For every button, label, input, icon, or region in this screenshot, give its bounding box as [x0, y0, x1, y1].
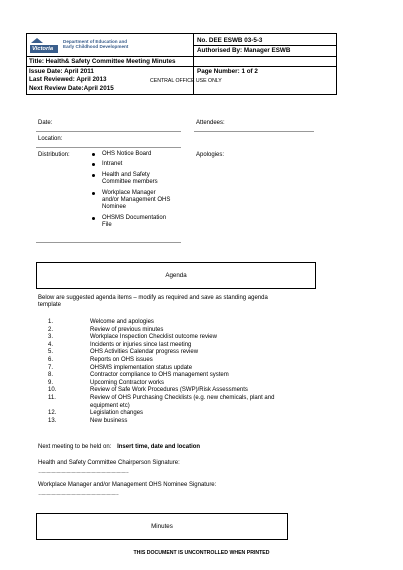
- document-header: [26, 33, 337, 95]
- agenda-intro: Below are suggested agenda items – modify as required and save as standing agenda template: [38, 295, 268, 309]
- department-name: [63, 39, 128, 50]
- distribution-rule: [36, 242, 181, 243]
- minutes-title: Minutes: [151, 523, 173, 530]
- list-item: 8. Contractor compliance to OHS management system: [48, 372, 229, 379]
- next-meeting-value: Insert time, date and location: [117, 444, 201, 450]
- list-item: 13. New business: [48, 417, 128, 424]
- doc-title: Title: Health& Safety Committee Meeting Minutes: [29, 58, 176, 65]
- distribution-label: Distribution:: [38, 152, 70, 158]
- list-item: 11. Review of OHS Purchasing Checklists (e.g. new chemicals, plant and equipment etc): [48, 394, 275, 409]
- list-item: OHS Notice Board: [92, 151, 192, 158]
- minutes-box: [36, 513, 288, 540]
- distribution-list: [92, 151, 192, 233]
- doc-number: No. DEE ESWB 03-5-3: [197, 37, 263, 44]
- header-rule: [27, 56, 336, 57]
- apologies-label: Apologies:: [196, 152, 225, 158]
- victoria-logo: [29, 37, 59, 55]
- date-label: Date:: [38, 120, 53, 126]
- agenda-list: [48, 319, 348, 425]
- agenda-box: [36, 262, 316, 289]
- list-item: Intranet: [92, 161, 192, 168]
- list-item: 4. Incidents or injuries since last meeting: [48, 341, 192, 348]
- list-item: 6. Reports on OHS issues: [48, 356, 153, 363]
- central-office-note: CENTRAL OFFICE USE ONLY: [150, 78, 222, 84]
- date-rule: [36, 131, 181, 132]
- header-divider: [193, 34, 194, 94]
- bullet-icon: [92, 217, 95, 220]
- nominee-signature-line: …………………………………………: [38, 491, 118, 497]
- nominee-signature-label: Workplace Manager and/or Management OHS Nominee Signature:: [38, 482, 217, 488]
- chairperson-signature-line: ………………………………………………: [38, 469, 128, 475]
- next-review: Next Review Date:April 2015: [29, 85, 114, 92]
- list-item: 5. OHS Activities Calendar progress review: [48, 349, 199, 356]
- list-item: 9. Upcoming Contractor works: [48, 379, 165, 386]
- location-label: Location:: [38, 136, 63, 142]
- list-item: 10. Review of Safe Work Procedures (SWP)/Risk Assessments: [48, 387, 248, 394]
- uncontrolled-notice: THIS DOCUMENT IS UNCONTROLLED WHEN PRINTED: [133, 550, 270, 556]
- list-item: 1. Welcome and apologies: [48, 319, 154, 325]
- page-number: Page Number: 1 of 2: [197, 68, 258, 75]
- list-item: 7. OHSMS implementation status update: [48, 364, 193, 371]
- last-reviewed: Last Reviewed: April 2013: [29, 76, 107, 83]
- issue-date: Issue Date: April 2011: [29, 68, 94, 75]
- header-rule: [27, 66, 336, 67]
- agenda-title: Agenda: [165, 272, 187, 279]
- attendees-rule: [194, 131, 314, 132]
- list-item: Workplace Manager and/or Management OHS Nominee: [92, 190, 174, 212]
- department-line-1: Department of Education and: [63, 39, 128, 44]
- list-item: 2. Review of previous minutes: [48, 326, 164, 333]
- header-rule: [193, 45, 336, 46]
- bullet-icon: [92, 192, 95, 195]
- department-line-2: Early Childhood Development: [63, 44, 129, 50]
- list-item: 3. Workplace Inspection Checklist outcome review: [48, 334, 217, 341]
- list-item: Health and Safety Committee members: [92, 172, 174, 187]
- next-meeting-label: Next meeting to be held on:: [38, 444, 112, 450]
- location-rule: [36, 147, 181, 148]
- attendees-label: Attendees:: [196, 120, 225, 126]
- bullet-icon: [92, 163, 95, 166]
- list-item: 12. Legislation changes: [48, 410, 144, 417]
- next-meeting: [38, 444, 200, 451]
- authorised-by: Authorised By: Manager ESWB: [197, 47, 291, 54]
- bullet-icon: [92, 174, 95, 177]
- chairperson-signature-label: Health and Safety Committee Chairperson Signature:: [38, 460, 180, 466]
- list-item: OHSMS Documentation File: [92, 215, 174, 230]
- bullet-icon: [92, 153, 95, 156]
- logo-word: Victoria: [32, 46, 54, 52]
